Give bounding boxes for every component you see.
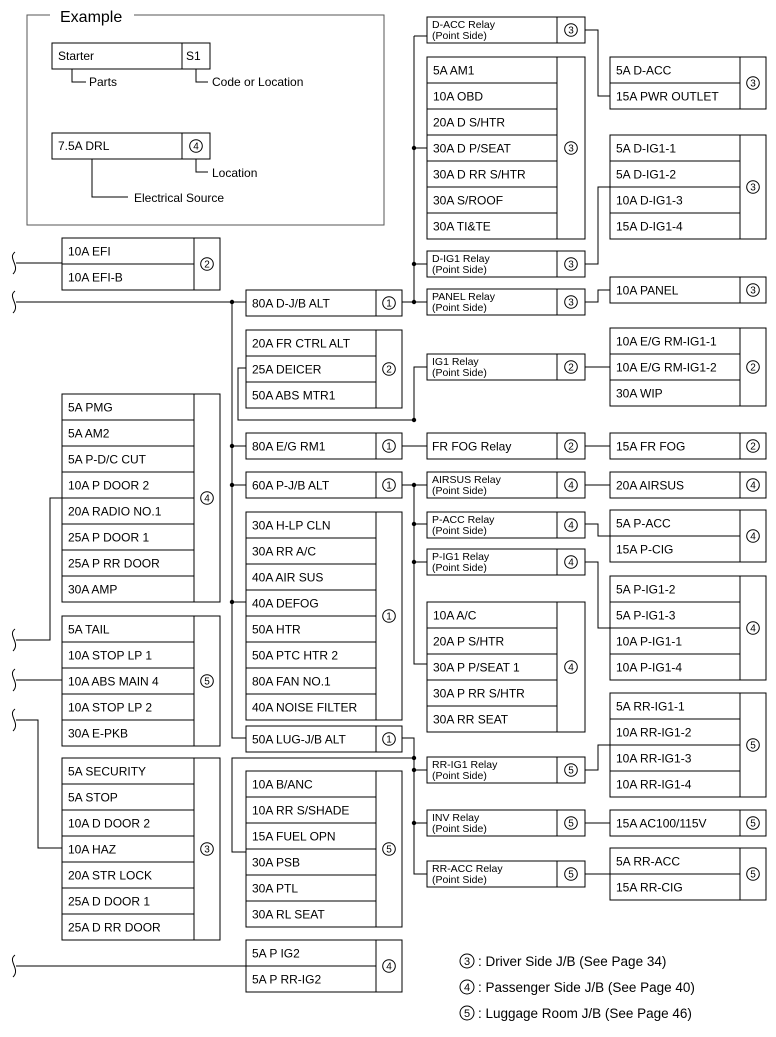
legend-item-4 <box>460 980 695 995</box>
col4-fuse-group-4 <box>610 433 766 459</box>
relay-panel-relay <box>427 289 585 315</box>
fuse-30a-s-roof: 30A S/ROOF <box>433 193 504 208</box>
junction-dot <box>412 146 416 150</box>
relay-rr-ig1-relay <box>427 757 585 783</box>
fuse-10a-abs-main-4: 10A ABS MAIN 4 <box>68 674 159 689</box>
fuse-10a-stop-lp-2: 10A STOP LP 2 <box>68 700 153 715</box>
relay-side: (Point Side) <box>432 485 487 497</box>
location-badge <box>383 440 396 453</box>
fuse-25a-p-door-1: 25A P DOOR 1 <box>68 530 150 545</box>
location-badge <box>747 361 760 374</box>
col4-fuse-group-10 <box>610 848 766 900</box>
col4-fuse-group-0 <box>610 57 766 109</box>
relay-side: (Point Side) <box>432 770 487 782</box>
fuse-30a-e-pkb: 30A E-PKB <box>68 726 129 741</box>
fuse-10a-panel: 10A PANEL <box>616 283 679 298</box>
location-badge <box>383 960 396 973</box>
location-badge <box>383 610 396 623</box>
fuse-10a-efi-b: 10A EFI-B <box>68 270 123 285</box>
fuse-5a-p-acc: 5A P-ACC <box>616 516 671 531</box>
relay-name: PANEL Relay <box>432 291 496 303</box>
fuse-10a-p-ig1-4: 10A P-IG1-4 <box>616 660 683 675</box>
location-badge <box>747 868 760 881</box>
left-fuse-group-3 <box>62 758 220 940</box>
junction-dot <box>230 600 234 604</box>
junction-dot <box>412 768 416 772</box>
relay-side: (Point Side) <box>432 30 487 42</box>
fuse-25a-d-rr-door: 25A D RR DOOR <box>68 920 161 935</box>
location-badge <box>201 258 214 271</box>
location-number: 3 <box>750 285 756 297</box>
break-mark <box>12 629 15 651</box>
location-number: 2 <box>750 362 756 374</box>
location-badge <box>565 868 578 881</box>
fuse-25a-d-door-1: 25A D DOOR 1 <box>68 894 151 909</box>
fuse-10a-b-anc: 10A B/ANC <box>252 777 313 792</box>
wire <box>585 30 610 96</box>
example-fuse-name: 7.5A DRL <box>58 139 110 153</box>
location-badge <box>747 479 760 492</box>
fuse-5a-tail: 5A TAIL <box>68 622 110 637</box>
location-number: 4 <box>568 557 574 569</box>
fuse-30a-d-rr-s-htr: 30A D RR S/HTR <box>433 167 526 182</box>
location-badge <box>747 440 760 453</box>
junction-dot <box>230 483 234 487</box>
junction-dot <box>412 821 416 825</box>
location-badge <box>565 258 578 271</box>
fuse-15a-d-ig1-4: 15A D-IG1-4 <box>616 219 683 234</box>
fuse-40a-noise-filter: 40A NOISE FILTER <box>252 700 358 715</box>
fuse-50a-lug-j-b-alt: 50A LUG-J/B ALT <box>252 732 346 747</box>
col4-fuse-group-2 <box>610 277 766 303</box>
wire <box>16 720 62 848</box>
middle-fuse-group-6 <box>246 771 402 927</box>
location-number: 4 <box>750 480 756 492</box>
fuse-5a-am1: 5A AM1 <box>433 63 475 78</box>
fuse-50a-htr: 50A HTR <box>252 622 301 637</box>
location-number: 5 <box>750 818 756 830</box>
fuse-5a-d-ig1-2: 5A D-IG1-2 <box>616 167 677 182</box>
example-code-label: Code or Location <box>212 75 304 89</box>
fuse-5a-p-rr-ig2: 5A P RR-IG2 <box>252 972 322 987</box>
legend-text: : Driver Side J/B (See Page 34) <box>478 954 667 969</box>
fuse-40a-defog: 40A DEFOG <box>252 596 319 611</box>
location-badge <box>201 675 214 688</box>
left-fuse-group-2 <box>62 616 220 746</box>
col4-fuse-group-8 <box>610 693 766 797</box>
break-mark <box>12 669 15 691</box>
location-badge <box>565 440 578 453</box>
relay-d-acc-relay <box>427 17 585 43</box>
fuse-5a-am2: 5A AM2 <box>68 426 110 441</box>
example-part-code: S1 <box>186 49 201 63</box>
location-badge <box>201 492 214 505</box>
fuse-10a-p-door-2: 10A P DOOR 2 <box>68 478 150 493</box>
fuse-30a-rr-a-c: 30A RR A/C <box>252 544 317 559</box>
relay-side: (Point Side) <box>432 302 487 314</box>
fuse-60a-p-j-b-alt: 60A P-J/B ALT <box>252 478 330 493</box>
fuse-10a-obd: 10A OBD <box>433 89 484 104</box>
fuse-15a-pwr-outlet: 15A PWR OUTLET <box>616 89 719 104</box>
col4-fuse-group-6 <box>610 510 766 562</box>
location-number: 3 <box>568 25 574 37</box>
location-number: 4 <box>568 520 574 532</box>
fuse-25a-deicer: 25A DEICER <box>252 362 322 377</box>
relay-inv-relay <box>427 810 585 836</box>
middle-fuse-group-0 <box>246 290 402 316</box>
relay-name: IG1 Relay <box>432 356 479 368</box>
location-badge <box>201 843 214 856</box>
break-mark <box>12 955 15 977</box>
wire <box>414 367 427 420</box>
break-mark <box>12 709 15 731</box>
relay-name: P-IG1 Relay <box>432 551 490 563</box>
location-badge <box>565 24 578 37</box>
fuse-5a-security: 5A SECURITY <box>68 764 147 779</box>
col3-fuse-group-1 <box>427 602 585 732</box>
fuse-80a-fan-no-1: 80A FAN NO.1 <box>252 674 331 689</box>
wire <box>414 485 427 664</box>
left-fuse-group-0 <box>62 238 220 290</box>
fuse-10a-rr-s-shade: 10A RR S/SHADE <box>252 803 350 818</box>
location-number: 5 <box>750 740 756 752</box>
location-number: 5 <box>568 818 574 830</box>
fuse-10a-e-g-rm-ig1-2: 10A E/G RM-IG1-2 <box>616 360 717 375</box>
fuse-10a-rr-ig1-4: 10A RR-IG1-4 <box>616 777 692 792</box>
fuse-30a-ti-te: 30A TI&TE <box>433 219 491 234</box>
location-number: 1 <box>386 441 392 453</box>
fuse-30a-p-p-seat-1: 30A P P/SEAT 1 <box>433 660 520 675</box>
location-badge <box>565 764 578 777</box>
location-badge <box>383 297 396 310</box>
fuse-30a-d-p-seat: 30A D P/SEAT <box>433 141 511 156</box>
fuse-30a-ptl: 30A PTL <box>252 881 299 896</box>
location-number: 3 <box>568 259 574 271</box>
relay-name: P-ACC Relay <box>432 514 495 526</box>
location-badge <box>747 77 760 90</box>
location-number: 4 <box>750 531 756 543</box>
fuse-15a-fr-fog: 15A FR FOG <box>616 439 686 454</box>
fuse-30a-amp: 30A AMP <box>68 582 118 597</box>
location-badge <box>747 817 760 830</box>
wire <box>585 745 610 770</box>
relay-p-acc-relay <box>427 512 585 538</box>
location-badge <box>565 556 578 569</box>
relay-side: (Point Side) <box>432 823 487 835</box>
relay-p-ig1-relay <box>427 549 585 575</box>
location-badge <box>565 142 578 155</box>
relay-name: FR FOG Relay <box>432 439 512 454</box>
relay-name: INV Relay <box>432 812 480 824</box>
junction-dot <box>230 300 234 304</box>
wire <box>414 36 427 264</box>
fuse-5a-pmg: 5A PMG <box>68 400 113 415</box>
legend-loc: 3 <box>463 956 471 968</box>
fuse-10a-a-c: 10A A/C <box>433 608 477 623</box>
example-source-label: Electrical Source <box>134 191 225 205</box>
location-badge <box>565 817 578 830</box>
fuse-5a-rr-ig1-1: 5A RR-IG1-1 <box>616 699 685 714</box>
location-number: 5 <box>750 869 756 881</box>
break-mark <box>12 291 15 313</box>
fuse-40a-air-sus: 40A AIR SUS <box>252 570 324 585</box>
location-badge <box>565 519 578 532</box>
fuse-20a-p-s-htr: 20A P S/HTR <box>433 634 505 649</box>
middle-fuse-group-2 <box>246 433 402 459</box>
relay-side: (Point Side) <box>432 367 487 379</box>
col4-fuse-group-5 <box>610 472 766 498</box>
middle-fuse-group-4 <box>246 512 402 720</box>
fuse-5a-d-ig1-1: 5A D-IG1-1 <box>616 141 677 156</box>
fuse-80a-d-j-b-alt: 80A D-J/B ALT <box>252 296 330 311</box>
relay-side: (Point Side) <box>432 264 487 276</box>
wire <box>232 302 246 738</box>
relay-airsus-relay <box>427 472 585 498</box>
relay-name: RR-IG1 Relay <box>432 759 498 771</box>
location-badge <box>383 363 396 376</box>
location-number: 2 <box>568 441 574 453</box>
wire <box>585 562 610 628</box>
relay-rr-acc-relay <box>427 861 585 887</box>
fuse-5a-rr-acc: 5A RR-ACC <box>616 854 681 869</box>
fuse-10a-haz: 10A HAZ <box>68 842 117 857</box>
middle-fuse-group-3 <box>246 472 402 498</box>
relay-ig1-relay <box>427 354 585 380</box>
location-number: 4 <box>568 480 574 492</box>
location-number: 1 <box>386 480 392 492</box>
location-number: 3 <box>568 143 574 155</box>
col3-fuse-group-0 <box>427 57 585 239</box>
location-number: 3 <box>204 844 210 856</box>
fuse-10a-stop-lp-1: 10A STOP LP 1 <box>68 648 153 663</box>
location-badge <box>747 739 760 752</box>
fuse-5a-p-d-c-cut: 5A P-D/C CUT <box>68 452 147 467</box>
col4-fuse-group-3 <box>610 328 766 406</box>
fuse-10a-e-g-rm-ig1-1: 10A E/G RM-IG1-1 <box>616 334 717 349</box>
relay-name: D-IG1 Relay <box>432 253 490 265</box>
relay-fr-fog-relay <box>427 433 585 459</box>
relay-side: (Point Side) <box>432 874 487 886</box>
relay-name: AIRSUS Relay <box>432 474 501 486</box>
fuse-10a-d-door-2: 10A D DOOR 2 <box>68 816 151 831</box>
fuse-15a-rr-cig: 15A RR-CIG <box>616 880 683 895</box>
example-location-badge <box>190 140 203 153</box>
location-number: 4 <box>193 141 199 153</box>
location-number: 3 <box>568 297 574 309</box>
junction-dot <box>230 444 234 448</box>
example-title: Example <box>60 9 123 26</box>
fuse-20a-d-s-htr: 20A D S/HTR <box>433 115 506 130</box>
location-badge <box>565 479 578 492</box>
fuse-50a-abs-mtr1: 50A ABS MTR1 <box>252 388 336 403</box>
example-location-label: Location <box>212 166 258 180</box>
fuse-5a-stop: 5A STOP <box>68 790 118 805</box>
junction-dot <box>412 560 416 564</box>
fuse-5a-p-ig1-3: 5A P-IG1-3 <box>616 608 676 623</box>
fuse-5a-d-acc: 5A D-ACC <box>616 63 672 78</box>
fuse-5a-p-ig2: 5A P IG2 <box>252 946 300 961</box>
middle-fuse-group-1 <box>246 330 402 408</box>
location-badge <box>383 843 396 856</box>
location-badge <box>383 479 396 492</box>
fuse-10a-p-ig1-1: 10A P-IG1-1 <box>616 634 683 649</box>
fuse-30a-psb: 30A PSB <box>252 855 301 870</box>
fuse-20a-str-lock: 20A STR LOCK <box>68 868 153 883</box>
location-badge <box>747 530 760 543</box>
middle-fuse-group-5 <box>246 726 402 752</box>
fuse-15a-ac100-115v: 15A AC100/115V <box>616 816 707 831</box>
location-number: 2 <box>750 441 756 453</box>
example-part-name: Starter <box>58 49 95 63</box>
legend-loc: 4 <box>463 982 471 994</box>
fuse-80a-e-g-rm1: 80A E/G RM1 <box>252 439 326 454</box>
fuse-25a-p-rr-door: 25A P RR DOOR <box>68 556 160 571</box>
location-badge <box>747 284 760 297</box>
wire <box>585 187 610 264</box>
location-badge <box>565 661 578 674</box>
fuse-10a-d-ig1-3: 10A D-IG1-3 <box>616 193 683 208</box>
location-number: 5 <box>204 676 210 688</box>
fuse-10a-rr-ig1-3: 10A RR-IG1-3 <box>616 751 692 766</box>
legend-item-3 <box>460 954 666 969</box>
junction-dot <box>412 756 416 760</box>
fuse-10a-rr-ig1-2: 10A RR-IG1-2 <box>616 725 692 740</box>
location-number: 4 <box>568 662 574 674</box>
relay-side: (Point Side) <box>432 525 487 537</box>
location-badge <box>747 622 760 635</box>
fuse-50a-ptc-htr-2: 50A PTC HTR 2 <box>252 648 339 663</box>
location-number: 5 <box>386 844 392 856</box>
fuse-30a-rl-seat: 30A RL SEAT <box>252 907 325 922</box>
fuse-10a-efi: 10A EFI <box>68 244 111 259</box>
location-number: 4 <box>750 623 756 635</box>
legend-text: : Luggage Room J/B (See Page 46) <box>478 1006 692 1021</box>
location-badge <box>747 181 760 194</box>
fuse-15a-fuel-opn: 15A FUEL OPN <box>252 829 336 844</box>
legend-text: : Passenger Side J/B (See Page 40) <box>478 980 695 995</box>
fuse-20a-fr-ctrl-alt: 20A FR CTRL ALT <box>252 336 351 351</box>
example-parts-label: Parts <box>89 75 118 89</box>
fuse-20a-radio-no-1: 20A RADIO NO.1 <box>68 504 162 519</box>
junction-dot <box>412 418 416 422</box>
location-number: 2 <box>568 362 574 374</box>
fuse-30a-p-rr-s-htr: 30A P RR S/HTR <box>433 686 525 701</box>
wire <box>585 290 610 302</box>
col4-fuse-group-7 <box>610 576 766 680</box>
example-panel <box>27 5 384 225</box>
fuse-30a-rr-seat: 30A RR SEAT <box>433 712 509 727</box>
fuse-15a-p-cig: 15A P-CIG <box>616 542 674 557</box>
location-number: 4 <box>386 961 392 973</box>
location-number: 5 <box>568 765 574 777</box>
col4-fuse-group-1 <box>610 135 766 239</box>
location-badge <box>383 733 396 746</box>
location-badge <box>565 296 578 309</box>
location-badge <box>565 361 578 374</box>
location-number: 4 <box>204 493 210 505</box>
legend <box>460 954 695 1021</box>
location-number: 3 <box>750 182 756 194</box>
fuse-20a-airsus: 20A AIRSUS <box>616 478 685 493</box>
location-number: 2 <box>386 364 392 376</box>
relay-name: RR-ACC Relay <box>432 863 503 875</box>
middle-fuse-group-7 <box>246 940 402 992</box>
location-number: 2 <box>204 259 210 271</box>
break-mark <box>12 252 15 274</box>
location-number: 1 <box>386 298 392 310</box>
junction-dot <box>412 522 416 526</box>
wire <box>16 498 62 640</box>
fuse-30a-h-lp-cln: 30A H-LP CLN <box>252 518 331 533</box>
location-number: 1 <box>386 611 392 623</box>
location-number: 3 <box>750 78 756 90</box>
relay-d-ig1-relay <box>427 251 585 277</box>
location-number: 5 <box>568 869 574 881</box>
legend-item-5 <box>460 1006 692 1021</box>
fuse-30a-wip: 30A WIP <box>616 386 663 401</box>
relay-name: D-ACC Relay <box>432 19 496 31</box>
legend-loc: 5 <box>463 1008 471 1020</box>
col4-fuse-group-9 <box>610 810 766 836</box>
wire <box>585 524 610 536</box>
fuse-5a-p-ig1-2: 5A P-IG1-2 <box>616 582 676 597</box>
location-number: 1 <box>386 734 392 746</box>
left-fuse-group-1 <box>62 394 220 602</box>
relay-side: (Point Side) <box>432 562 487 574</box>
